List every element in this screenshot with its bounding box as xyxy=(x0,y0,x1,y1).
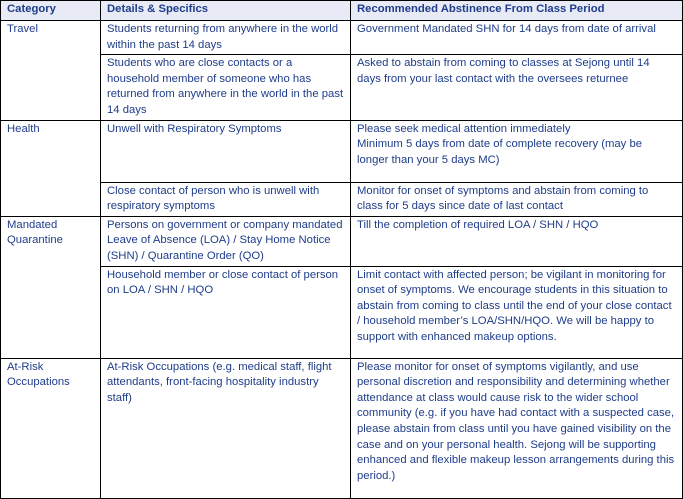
category-mandated-quarantine: Mandated Quarantine xyxy=(1,216,101,358)
details-cell: Close contact of person who is unwell with respiratory symptoms xyxy=(101,182,351,216)
details-cell: Unwell with Respiratory Symptoms xyxy=(101,120,351,182)
header-row xyxy=(1,1,683,21)
details-cell: Household member or close contact of person on LOA / SHN / HQO xyxy=(101,266,351,358)
recommendation-cell xyxy=(351,120,683,182)
category-at-risk-occupations: At-Risk Occupations xyxy=(1,358,101,498)
table-row xyxy=(1,21,683,55)
table-row xyxy=(1,182,683,216)
table-row xyxy=(1,120,683,182)
header-details: Details & Specifics xyxy=(101,1,351,21)
recommendation-cell xyxy=(351,216,683,266)
details-cell: At-Risk Occupations (e.g. medical staff, flight attendants, front-facing hospitality industry staff) xyxy=(101,358,351,498)
recommendation-cell xyxy=(351,358,683,498)
table-row xyxy=(1,216,683,266)
recommendation-text: Monitor for onset of symptoms and abstain from coming to class for 5 days since date of last contact xyxy=(357,184,649,213)
recommendation-text: Government Mandated SHN for 14 days from date of arrival xyxy=(357,23,656,35)
category-health: Health xyxy=(1,120,101,216)
recommendation-text: Please seek medical attention immediately xyxy=(357,122,571,135)
recommendation-cell xyxy=(351,182,683,216)
details-cell: Students who are close contacts or a household member of someone who has returned from anywhere in the world in the past 14 days xyxy=(101,55,351,120)
recommendation-text: Please monitor for onset of symptoms vigilantly, and use personal discretion and responsibility and determining whether attendance at class would cause risk to the wider school community (e.g. if you have had contact with a suspected case, please abstain from class until you have gained visibility on the case and on your personal health. Sejong will be supporting enhanced and flexible makeup lesson arrangements during this period.) xyxy=(357,360,675,482)
header-category: Category xyxy=(1,1,101,21)
category-travel: Travel xyxy=(1,21,101,121)
details-cell: Persons on government or company mandated Leave of Absence (LOA) / Stay Home Notice (SHN) / Quarantine Order (QO) xyxy=(101,216,351,266)
recommendation-text: Limit contact with affected person; be vigilant in monitoring for onset of symptoms. We encourage students in this situation to abstain from coming to class until the end of your close contact / household member’s LOA/SHN/HQO. We will be happy to support with enhanced makeup options. xyxy=(357,268,672,343)
table-row xyxy=(1,55,683,120)
recommendation-cell xyxy=(351,266,683,358)
recommendation-text: Till the completion of required LOA / SHN / HQO xyxy=(357,218,599,231)
recommendation-text: Minimum 5 days from date of complete recovery (may be longer than your 5 days MC) xyxy=(357,138,643,166)
recommendation-cell xyxy=(351,21,683,55)
table-row xyxy=(1,358,683,498)
details-cell: Students returning from anywhere in the world within the past 14 days xyxy=(101,21,351,55)
header-recommendation: Recommended Abstinence From Class Period xyxy=(351,1,683,21)
recommendation-text: Asked to abstain from coming to classes at Sejong until 14 days from your last contact with the oversees returnee xyxy=(357,57,650,85)
recommendation-cell xyxy=(351,55,683,120)
table-row xyxy=(1,266,683,358)
